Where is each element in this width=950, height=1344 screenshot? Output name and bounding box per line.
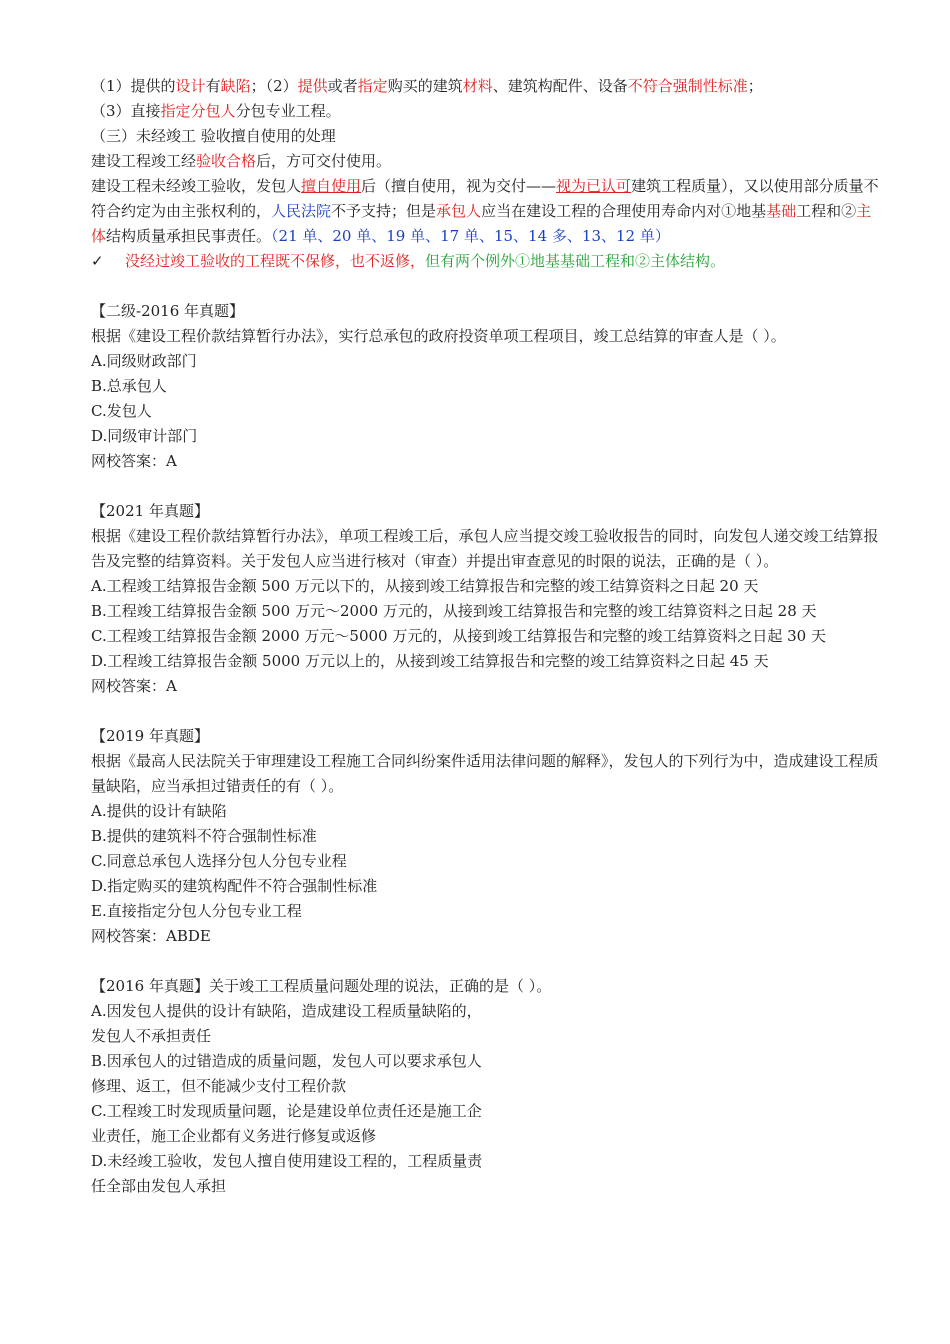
- option-b: B.工程竣工结算报告金额 500 万元～2000 万元的，从接到竣工结算报告和完整的竣工结算资料之日起 28 天: [91, 602, 817, 620]
- spacer: [91, 474, 881, 499]
- text-segment: 建筑工程质量），又以使用部分质量不符合约定为由主张权利的，: [91, 177, 879, 220]
- highlight-design: 设计: [175, 77, 206, 95]
- question-stem: 【2016 年真题】关于竣工工程质量问题处理的说法，正确的是（ ）。: [91, 977, 552, 995]
- question-tag: 【2019 年真题】: [91, 727, 209, 745]
- option-d: D.同级审计部门: [91, 427, 198, 445]
- key-point-green: 但有两个例外①地基基础工程和②主体结构。: [425, 252, 726, 270]
- highlight-court: 人民法院: [271, 202, 332, 220]
- option-b-line-1: B.因承包人的过错造成的质量问题，发包人可以要求承包人: [91, 1052, 482, 1070]
- text-segment: 建设工程未经竣工验收，发包人: [91, 177, 302, 195]
- question-tag: 【二级-2016 年真题】: [91, 302, 245, 320]
- delivery-line: [91, 149, 881, 174]
- text-segment: 或者: [327, 77, 358, 95]
- option-c-line-1: C.工程竣工时发现质量问题，论是建设单位责任还是施工企: [91, 1102, 482, 1120]
- option-a-line-1: A.因发包人提供的设计有缺陷，造成建设工程质量缺陷的，: [91, 1002, 482, 1020]
- option-a-line-2: 发包人不承担责任: [91, 1027, 212, 1045]
- key-point-line: [91, 249, 881, 274]
- option-c: C.发包人: [91, 402, 152, 420]
- answer: 网校答案：A: [91, 677, 177, 695]
- section-heading: （三）未经竣工 验收擅自使用的处理: [91, 127, 336, 145]
- text-segment: 后（擅自使用，视为交付——: [361, 177, 557, 195]
- option-d-line-1: D.未经竣工验收，发包人擅自使用建设工程的，工程质量责: [91, 1152, 483, 1170]
- option-e: E.直接指定分包人分包专业工程: [91, 902, 302, 920]
- text-segment: ；（2）: [250, 77, 298, 95]
- option-d: D.工程竣工结算报告金额 5000 万元以上的，从接到竣工结算报告和完整的竣工结算资料之日起 45 天: [91, 652, 769, 670]
- option-c-line-2: 业责任，施工企业都有义务进行修复或返修: [91, 1127, 377, 1145]
- text-segment: 工程和②: [796, 202, 857, 220]
- option-b-line-2: 修理、返工，但不能减少支付工程价款: [91, 1077, 347, 1095]
- highlight-defect: 缺陷: [220, 77, 251, 95]
- text-segment: 建设工程竣工经: [91, 152, 197, 170]
- highlight-main-structure: 主体: [91, 202, 872, 245]
- question-stem: 根据《最高人民法院关于审理建设工程施工合同纠纷案件适用法律问题的解释》，发包人的下列行为中，造成建设工程质量缺陷，应当承担过错责任的有（ ）。: [91, 752, 879, 795]
- option-a: A.同级财政部门: [91, 352, 197, 370]
- spacer: [91, 274, 881, 299]
- text-segment: 结构质量承担民事责任。: [106, 227, 272, 245]
- option-b: B.总承包人: [91, 377, 167, 395]
- text-segment: 有: [205, 77, 221, 95]
- spacer: [91, 949, 881, 974]
- option-a: A.工程竣工结算报告金额 500 万元以下的，从接到竣工结算报告和完整的竣工结算资料之日起 20 天: [91, 577, 759, 595]
- highlight-material: 材料: [462, 77, 493, 95]
- text-segment: 购买的建筑: [387, 77, 463, 95]
- text-segment: （1）提供的: [91, 77, 176, 95]
- highlight-contractor: 承包人: [436, 202, 482, 220]
- highlight-noncompliant: 不符合强制性标准: [627, 77, 748, 95]
- highlight-accepted: 验收合格: [196, 152, 257, 170]
- spacer: [91, 699, 881, 724]
- highlight-deemed-approved: 视为已认可: [556, 177, 632, 195]
- option-c: C.同意总承包人选择分包人分包专业程: [91, 852, 347, 870]
- answer: 网校答案：ABDE: [91, 927, 211, 945]
- question-block-4: [91, 974, 881, 1199]
- option-d-line-2: 任全部由发包人承担: [91, 1177, 227, 1195]
- question-tag: 【2021 年真题】: [91, 502, 209, 520]
- liability-line-2: [91, 99, 881, 124]
- option-d: D.指定购买的建筑构配件不符合强制性标准: [91, 877, 378, 895]
- text-segment: 、建筑构配件、设备: [492, 77, 628, 95]
- highlight-foundation: 基础: [766, 202, 797, 220]
- key-point-red: 没经过竣工验收的工程既不保修，也不返修，: [125, 252, 426, 270]
- liability-line-1: [91, 74, 881, 99]
- unauthorized-use-paragraph: [91, 174, 881, 249]
- question-block-1: [91, 299, 881, 474]
- question-block-2: [91, 499, 881, 699]
- question-stem: 根据《建设工程价款结算暂行办法》，实行总承包的政府投资单项工程项目，竣工总结算的审查人是（ ）。: [91, 327, 786, 345]
- highlight-subcontractor: 指定分包人: [160, 102, 236, 120]
- text-segment: 应当在建设工程的合理使用寿命内对①地基: [481, 202, 767, 220]
- highlight-provide: 提供: [297, 77, 328, 95]
- exam-frequency-note: （21 单、20 单、19 单、17 单、15、14 多、13、12 单）: [271, 227, 670, 245]
- option-c: C.工程竣工结算报告金额 2000 万元～5000 万元的，从接到竣工结算报告和完整的竣工结算资料之日起 30 天: [91, 627, 826, 645]
- highlight-designate: 指定: [357, 77, 388, 95]
- text-segment: 不予支持；但是: [331, 202, 437, 220]
- text-segment: 分包专业工程。: [235, 102, 341, 120]
- text-segment: （3）直接: [91, 102, 161, 120]
- answer: 网校答案：A: [91, 452, 177, 470]
- text-segment: 后，方可交付使用。: [256, 152, 392, 170]
- question-stem: 根据《建设工程价款结算暂行办法》，单项工程竣工后，承包人应当提交竣工验收报告的同时，向发包人递交竣工结算报告及完整的结算资料。关于发包人应当进行核对（审查）并提出审查意见的时限的说法，正确的是（ ）。: [91, 527, 879, 570]
- question-block-3: [91, 724, 881, 949]
- checkmark-icon: ✓: [91, 252, 104, 270]
- text-segment: ；: [747, 77, 763, 95]
- document-content: [91, 74, 881, 1199]
- option-a: A.提供的设计有缺陷: [91, 802, 227, 820]
- highlight-unauthorized-use: 擅自使用: [301, 177, 362, 195]
- option-b: B.提供的建筑料不符合强制性标准: [91, 827, 317, 845]
